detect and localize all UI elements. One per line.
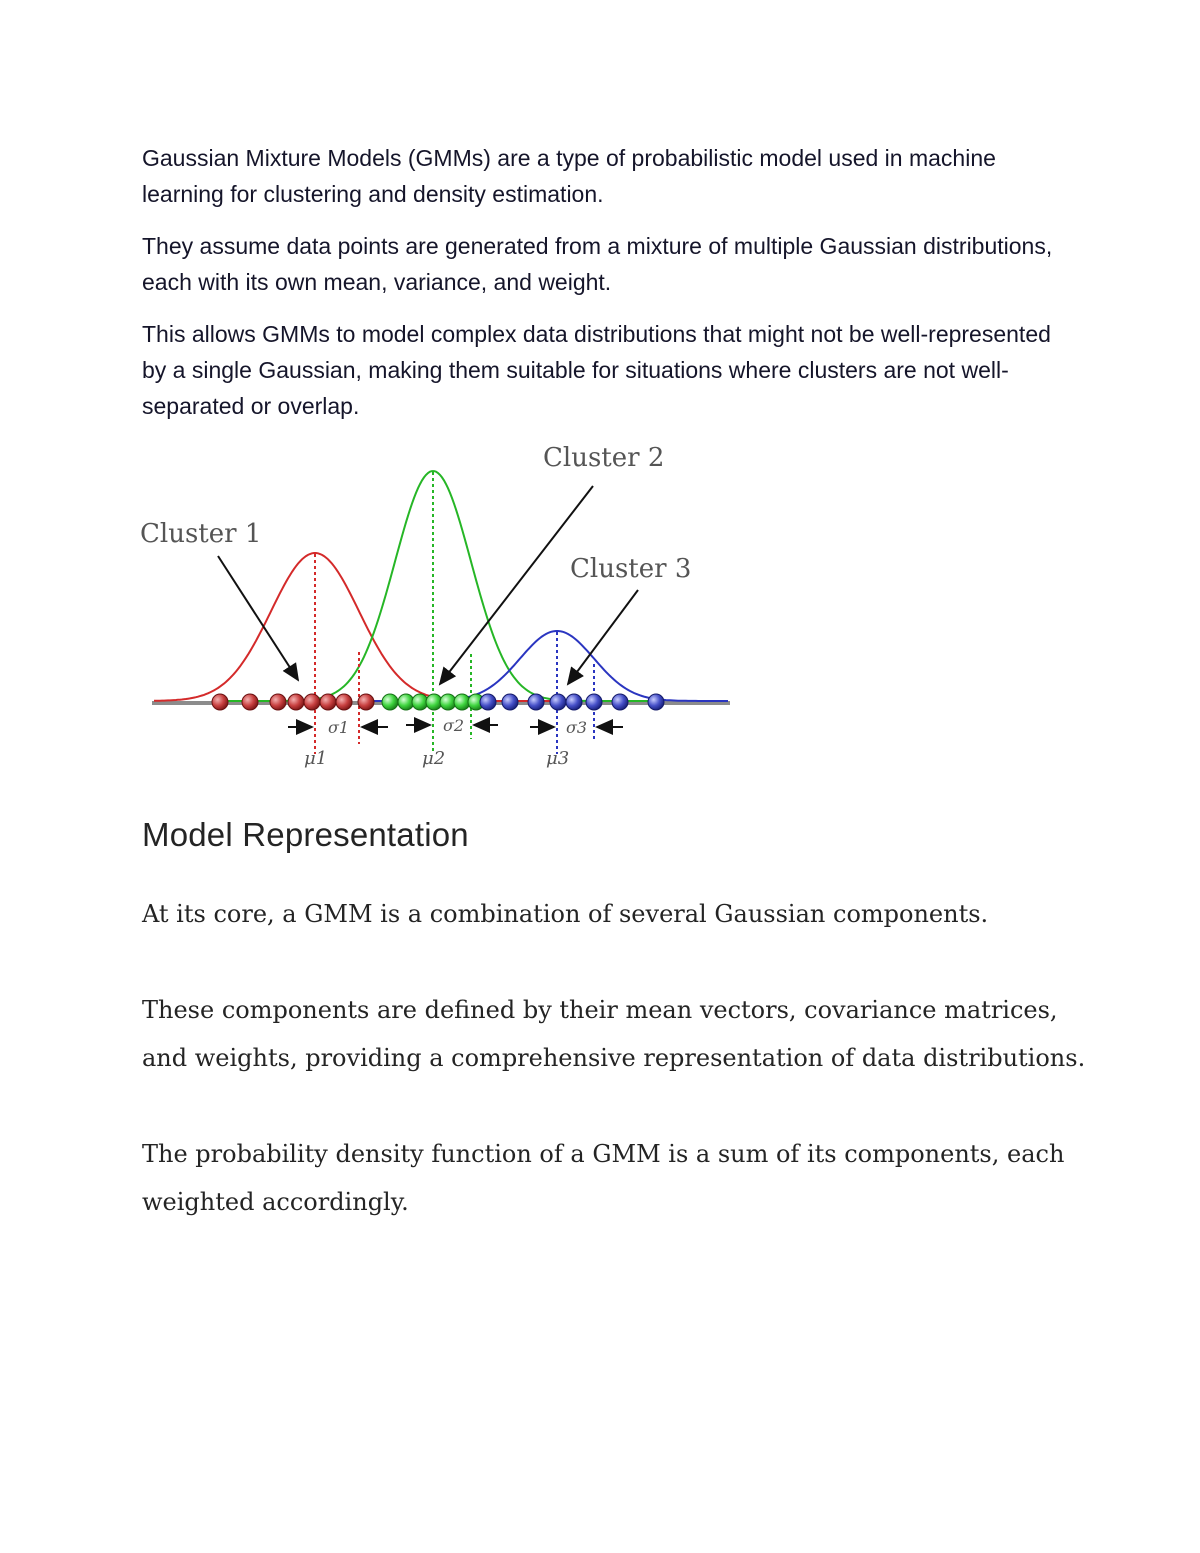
data-point [550, 694, 566, 710]
cluster-1-arrow [218, 556, 298, 680]
body-paragraph: These components are defined by their mean vectors, covariance matrices, and weights, providing a comprehensive representation of data distributions. [142, 996, 1086, 1072]
intro-paragraph: They assume data points are generated from a mixture of multiple Gaussian distributions, each with its own mean, variance, and weight. [142, 233, 1053, 295]
body-paragraph: At its core, a GMM is a combination of several Gaussian components. [142, 900, 989, 928]
mu-1-label: μ1 [304, 748, 328, 769]
data-point [648, 694, 664, 710]
cluster-1-label: Cluster 1 [140, 519, 262, 549]
sigma-3-label: σ3 [566, 718, 588, 737]
data-point [528, 694, 544, 710]
gmm-illustration [138, 434, 738, 780]
data-point [242, 694, 258, 710]
body-paragraph: The probability density function of a GMM is a sum of its components, each weighted accordingly. [142, 1140, 1065, 1216]
data-point [336, 694, 352, 710]
cluster-1-curve [154, 553, 558, 701]
section-heading: Model Representation [142, 816, 469, 853]
cluster-2-arrow [440, 486, 593, 684]
section-body [142, 890, 1102, 1274]
data-point [612, 694, 628, 710]
data-point [566, 694, 582, 710]
intro-paragraph: This allows GMMs to model complex data distributions that might not be well-represented by a single Gaussian, making them suitable for situations where clusters are not well-separated or overlap. [142, 321, 1051, 419]
data-point [382, 694, 398, 710]
intro-text [142, 140, 1062, 440]
sigma-2-label: σ2 [443, 716, 465, 735]
data-point [480, 694, 496, 710]
sigma-1-label: σ1 [328, 718, 350, 737]
data-point [502, 694, 518, 710]
intro-paragraph: Gaussian Mixture Models (GMMs) are a type of probabilistic model used in machine learning for clustering and density estimation. [142, 145, 996, 207]
data-point [212, 694, 228, 710]
data-point [288, 694, 304, 710]
mu-3-label: μ3 [546, 748, 570, 769]
data-point [586, 694, 602, 710]
cluster-2-label: Cluster 2 [543, 443, 665, 473]
cluster-3-curve [358, 631, 728, 701]
mu-2-label: μ2 [422, 748, 446, 769]
data-point [358, 694, 374, 710]
data-point [304, 694, 320, 710]
gmm-figure [138, 434, 738, 780]
cluster-3-label: Cluster 3 [570, 554, 692, 584]
data-point [320, 694, 336, 710]
data-point [270, 694, 286, 710]
